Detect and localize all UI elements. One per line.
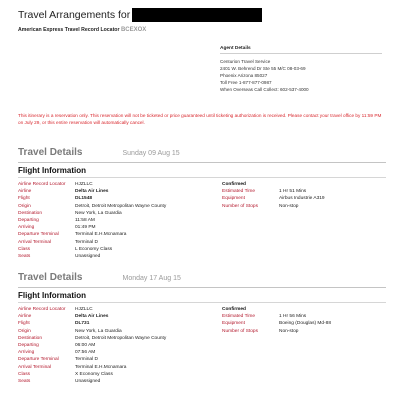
detail-value: Unassigned [75, 378, 101, 384]
detail-row [18, 371, 218, 378]
redacted-name-block [132, 8, 262, 22]
detail-label: Departure Terminal [18, 232, 59, 238]
flight-information-heading: Flight Information [18, 166, 86, 175]
detail-row [18, 231, 218, 238]
record-locator-code: BCEXOX [120, 27, 147, 33]
detail-row [18, 378, 218, 385]
detail-row [18, 188, 218, 195]
travel-details-section-1 [18, 147, 386, 259]
detail-label: Arriving [18, 350, 35, 356]
detail-value: Terminal D [75, 239, 98, 245]
subsection-divider [18, 177, 386, 178]
detail-value: Unassigned [75, 253, 101, 259]
detail-value: HJZLLC [75, 182, 93, 188]
page-title: Travel Arrangements for [18, 9, 131, 21]
detail-value: Detroit, Detroit Metropolitan Wayne County [75, 335, 167, 341]
record-locator [18, 27, 146, 33]
detail-label: Airline [18, 314, 32, 320]
detail-label: Departing [18, 218, 39, 224]
detail-value: Terminal E.H.Mcnamara [75, 364, 127, 370]
detail-label: Origin [18, 203, 31, 209]
agent-line: Centurion Travel Service [220, 59, 271, 64]
detail-label: Seats [18, 378, 31, 384]
detail-row [18, 349, 218, 356]
detail-value: New York, La Guardia [75, 328, 122, 334]
subsection-divider [18, 302, 386, 303]
flight-status-list [222, 306, 386, 335]
detail-value: Boeing (Douglas) Md-88 [279, 321, 331, 327]
detail-row [222, 313, 386, 320]
detail-value: Terminal E.H.Mcnamara [75, 232, 127, 238]
flight-detail-list [18, 306, 218, 385]
detail-value: DL731 [75, 321, 90, 327]
detail-value: X Economy Class [75, 371, 113, 377]
section-title: Travel Details [18, 272, 83, 283]
reservation-notice: This itinerary is a reservation only. This reservation will not be ticketed or price guaranteed until ticketing authorization is received. Please contact your travel office by 11:59 PM on July 29, or this entire reservation will automatically cancel. [18, 113, 382, 125]
detail-label: Origin [18, 328, 31, 334]
detail-row [18, 356, 218, 363]
detail-label: Estimated Time [222, 189, 256, 195]
detail-row [18, 306, 218, 313]
detail-label: Equipment [222, 196, 245, 202]
detail-label: Airline Record Locator [18, 182, 66, 188]
detail-label: Arriving [18, 225, 35, 231]
detail-value: 06:00 AM [75, 343, 96, 349]
detail-value: Detroit, Detroit Metropolitan Wayne County [75, 203, 167, 209]
record-locator-label: American Express Travel Record Locator [18, 27, 120, 33]
detail-value: 11:58 AM [75, 218, 95, 224]
flight-status-list [222, 181, 386, 210]
detail-row [18, 203, 218, 210]
detail-row [18, 224, 218, 231]
detail-value: DL1548 [75, 196, 93, 202]
detail-value: 1 Hr 56 Mins [279, 314, 307, 320]
agent-line: Phoenix Arizona 85027 [220, 73, 268, 78]
detail-value: Airbus Industrie A319 [279, 196, 325, 202]
detail-value: 1 Hr 51 Mins [279, 189, 307, 195]
detail-value: 01:49 PM [75, 225, 96, 231]
detail-row [18, 253, 218, 260]
detail-row [18, 320, 218, 327]
detail-value: L Economy Class [75, 246, 113, 252]
detail-row [18, 181, 218, 188]
detail-value: HJZLLC [75, 307, 93, 313]
section-title: Travel Details [18, 147, 83, 158]
section-divider [18, 162, 386, 163]
detail-value: 07:56 AM [75, 350, 96, 356]
detail-label: Flight [18, 196, 30, 202]
detail-label: Class [18, 246, 30, 252]
detail-label: Equipment [222, 321, 245, 327]
section-divider [18, 287, 386, 288]
detail-row [18, 210, 218, 217]
section-date: Monday 17 Aug 15 [122, 275, 181, 282]
agent-line: When Overseas Call Collect: 602-537-4000 [220, 87, 309, 92]
detail-row [222, 320, 386, 327]
detail-row [18, 217, 218, 224]
detail-label: Seats [18, 253, 31, 259]
detail-label: Number of Stops [222, 203, 258, 209]
detail-row [18, 328, 218, 335]
detail-row [18, 195, 218, 202]
detail-row [18, 313, 218, 320]
detail-row [18, 342, 218, 349]
detail-label: Airline [18, 189, 32, 195]
detail-label: Class [18, 371, 30, 377]
detail-label: Destination [18, 335, 42, 341]
detail-value: Non-stop [279, 328, 299, 334]
detail-row [18, 364, 218, 371]
detail-value: Non-stop [279, 203, 299, 209]
detail-label: Destination [18, 210, 42, 216]
detail-row [222, 203, 386, 210]
flight-information-heading: Flight Information [18, 291, 86, 300]
detail-label: Airline Record Locator [18, 307, 66, 313]
detail-row [222, 195, 386, 202]
detail-label: Departure Terminal [18, 357, 59, 363]
page-header [18, 7, 262, 23]
status-badge: Confirmed [222, 182, 246, 188]
agent-line: Toll Free 1-877-877-0987 [220, 80, 272, 85]
detail-value: New York, La Guardia [75, 210, 122, 216]
flight-detail-list [18, 181, 218, 260]
detail-label: Estimated Time [222, 314, 256, 320]
detail-row [222, 328, 386, 335]
detail-label: Arrival Terminal [18, 239, 51, 245]
section-date: Sunday 09 Aug 15 [122, 150, 180, 157]
detail-value: Terminal D [75, 357, 98, 363]
detail-label: Departing [18, 343, 39, 349]
detail-value: Delta Air Lines [75, 314, 109, 320]
detail-row [18, 239, 218, 246]
detail-label: Flight [18, 321, 30, 327]
detail-value: Delta Air Lines [75, 189, 109, 195]
travel-details-section-2 [18, 272, 386, 384]
agent-details-heading: Agent Details [220, 45, 382, 54]
agent-details [220, 45, 382, 93]
detail-row [222, 188, 386, 195]
agent-line: 2401 W. Behrend Dr Ste 55 M/C 08-03-69 [220, 66, 306, 71]
detail-row [18, 246, 218, 253]
detail-label: Arrival Terminal [18, 364, 51, 370]
detail-row [18, 335, 218, 342]
detail-label: Number of Stops [222, 328, 258, 334]
status-badge: Confirmed [222, 307, 246, 313]
